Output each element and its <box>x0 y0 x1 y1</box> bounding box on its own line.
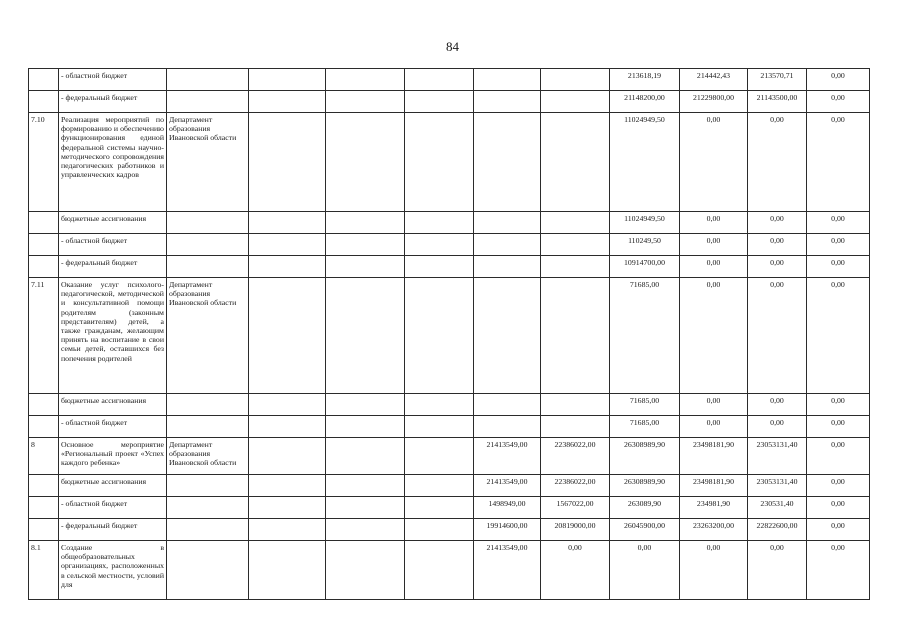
table-row <box>29 497 870 519</box>
cell-v4: 23498181,90 <box>680 438 748 475</box>
cell-name: Основное мероприятие «Региональный проект «Успех каждого ребенка» <box>59 438 167 475</box>
cell-v3: 71685,00 <box>610 416 680 438</box>
cell-v3: 26045900,00 <box>610 519 680 541</box>
cell-executor: Департамент образования Ивановской области <box>167 278 249 394</box>
cell-v6: 0,00 <box>807 519 870 541</box>
empty-cell <box>249 113 326 212</box>
empty-cell <box>249 91 326 113</box>
cell-v4: 214442,43 <box>680 69 748 91</box>
cell-no <box>29 212 59 234</box>
cell-v4: 0,00 <box>680 278 748 394</box>
cell-executor <box>167 394 249 416</box>
cell-name: Оказание услуг психолого-педагогической, методической и консультативной помощи родителям (законным представителям) детей, а также гражданам, желающим принять на воспитание в свои семьи детей, оставшихся без попечения родителей <box>59 278 167 394</box>
empty-cell <box>405 91 474 113</box>
cell-v6: 0,00 <box>807 113 870 212</box>
cell-no: 8.1 <box>29 541 59 600</box>
cell-v2 <box>541 212 610 234</box>
cell-v1 <box>474 256 541 278</box>
cell-no <box>29 91 59 113</box>
cell-name: - областной бюджет <box>59 234 167 256</box>
cell-v3: 71685,00 <box>610 394 680 416</box>
cell-v6: 0,00 <box>807 497 870 519</box>
empty-cell <box>249 541 326 600</box>
cell-v2 <box>541 234 610 256</box>
cell-v5: 0,00 <box>748 113 807 212</box>
empty-cell <box>326 278 405 394</box>
table-row <box>29 278 870 394</box>
cell-v3: 26308989,90 <box>610 475 680 497</box>
cell-v3: 11024949,50 <box>610 212 680 234</box>
cell-v1: 21413549,00 <box>474 541 541 600</box>
cell-name: - областной бюджет <box>59 416 167 438</box>
cell-v6: 0,00 <box>807 475 870 497</box>
empty-cell <box>249 212 326 234</box>
cell-name: - областной бюджет <box>59 69 167 91</box>
cell-v6: 0,00 <box>807 212 870 234</box>
table-row <box>29 519 870 541</box>
cell-v2: 22386022,00 <box>541 438 610 475</box>
cell-v1: 1498949,00 <box>474 497 541 519</box>
cell-v1: 21413549,00 <box>474 438 541 475</box>
table-row <box>29 69 870 91</box>
cell-v3: 110249,50 <box>610 234 680 256</box>
empty-cell <box>326 541 405 600</box>
cell-v6: 0,00 <box>807 256 870 278</box>
cell-v2 <box>541 69 610 91</box>
cell-v4: 0,00 <box>680 113 748 212</box>
cell-name: Создание в общеобразовательных организациях, расположенных в сельской местности, условий для <box>59 541 167 600</box>
cell-v5: 22822600,00 <box>748 519 807 541</box>
empty-cell <box>405 519 474 541</box>
cell-v3: 10914700,00 <box>610 256 680 278</box>
table-row <box>29 541 870 600</box>
empty-cell <box>405 278 474 394</box>
empty-cell <box>249 438 326 475</box>
cell-v3: 71685,00 <box>610 278 680 394</box>
cell-v5: 0,00 <box>748 416 807 438</box>
cell-name: - федеральный бюджет <box>59 91 167 113</box>
empty-cell <box>405 394 474 416</box>
empty-cell <box>326 234 405 256</box>
cell-v1 <box>474 416 541 438</box>
cell-v1 <box>474 69 541 91</box>
cell-v1 <box>474 394 541 416</box>
empty-cell <box>405 212 474 234</box>
cell-name: бюджетные ассигнования <box>59 394 167 416</box>
table-row <box>29 438 870 475</box>
cell-no: 7.10 <box>29 113 59 212</box>
cell-v3: 11024949,50 <box>610 113 680 212</box>
cell-v5: 0,00 <box>748 278 807 394</box>
cell-v5: 0,00 <box>748 394 807 416</box>
cell-v4: 0,00 <box>680 256 748 278</box>
empty-cell <box>405 256 474 278</box>
empty-cell <box>326 69 405 91</box>
table-body <box>29 69 870 600</box>
cell-v4: 0,00 <box>680 541 748 600</box>
cell-v6: 0,00 <box>807 541 870 600</box>
cell-executor <box>167 234 249 256</box>
empty-cell <box>326 497 405 519</box>
cell-v2 <box>541 416 610 438</box>
empty-cell <box>249 278 326 394</box>
cell-v3: 213618,19 <box>610 69 680 91</box>
empty-cell <box>249 69 326 91</box>
cell-no <box>29 519 59 541</box>
cell-v5: 23053131,40 <box>748 475 807 497</box>
cell-v2 <box>541 278 610 394</box>
cell-name: бюджетные ассигнования <box>59 475 167 497</box>
cell-v5: 0,00 <box>748 212 807 234</box>
cell-v6: 0,00 <box>807 278 870 394</box>
cell-v2: 20819000,00 <box>541 519 610 541</box>
empty-cell <box>405 113 474 212</box>
empty-cell <box>249 475 326 497</box>
cell-executor <box>167 541 249 600</box>
cell-v5: 21143500,00 <box>748 91 807 113</box>
cell-v4: 21229800,00 <box>680 91 748 113</box>
empty-cell <box>249 256 326 278</box>
cell-v3: 0,00 <box>610 541 680 600</box>
cell-no <box>29 256 59 278</box>
cell-no <box>29 416 59 438</box>
empty-cell <box>326 212 405 234</box>
empty-cell <box>405 416 474 438</box>
cell-v1: 21413549,00 <box>474 475 541 497</box>
cell-v4: 0,00 <box>680 234 748 256</box>
cell-name: бюджетные ассигнования <box>59 212 167 234</box>
empty-cell <box>249 234 326 256</box>
cell-v2 <box>541 394 610 416</box>
cell-v1 <box>474 212 541 234</box>
cell-v3: 26308989,90 <box>610 438 680 475</box>
cell-v5: 0,00 <box>748 234 807 256</box>
table-row <box>29 234 870 256</box>
cell-v5: 0,00 <box>748 256 807 278</box>
empty-cell <box>326 438 405 475</box>
cell-v1 <box>474 278 541 394</box>
cell-v1 <box>474 113 541 212</box>
empty-cell <box>405 69 474 91</box>
empty-cell <box>405 438 474 475</box>
cell-v6: 0,00 <box>807 438 870 475</box>
empty-cell <box>249 519 326 541</box>
cell-no <box>29 234 59 256</box>
cell-executor <box>167 91 249 113</box>
cell-v1 <box>474 91 541 113</box>
cell-v5: 230531,40 <box>748 497 807 519</box>
page-number: 84 <box>446 39 459 54</box>
cell-no: 7.11 <box>29 278 59 394</box>
cell-name: Реализация мероприятий по формированию и обеспечению функционирования единой федеральной системы научно-методического сопровождения педагогических работников и управленческих кадров <box>59 113 167 212</box>
cell-no: 8 <box>29 438 59 475</box>
cell-name: - федеральный бюджет <box>59 519 167 541</box>
cell-v6: 0,00 <box>807 394 870 416</box>
empty-cell <box>326 475 405 497</box>
cell-v2 <box>541 256 610 278</box>
cell-executor <box>167 416 249 438</box>
cell-v4: 234981,90 <box>680 497 748 519</box>
empty-cell <box>249 394 326 416</box>
cell-v2 <box>541 91 610 113</box>
cell-name: - федеральный бюджет <box>59 256 167 278</box>
empty-cell <box>405 234 474 256</box>
empty-cell <box>405 541 474 600</box>
cell-executor: Департамент образования Ивановской области <box>167 438 249 475</box>
cell-v1: 19914600,00 <box>474 519 541 541</box>
cell-v3: 21148200,00 <box>610 91 680 113</box>
table-row <box>29 91 870 113</box>
cell-v2: 1567022,00 <box>541 497 610 519</box>
cell-v2: 0,00 <box>541 541 610 600</box>
cell-executor <box>167 519 249 541</box>
cell-v5: 213570,71 <box>748 69 807 91</box>
cell-no <box>29 497 59 519</box>
empty-cell <box>326 394 405 416</box>
cell-v2: 22386022,00 <box>541 475 610 497</box>
cell-v6: 0,00 <box>807 91 870 113</box>
cell-v3: 263089,90 <box>610 497 680 519</box>
table-row <box>29 212 870 234</box>
cell-no <box>29 394 59 416</box>
cell-v4: 23263200,00 <box>680 519 748 541</box>
cell-v4: 23498181,90 <box>680 475 748 497</box>
empty-cell <box>326 416 405 438</box>
cell-v1 <box>474 234 541 256</box>
empty-cell <box>405 475 474 497</box>
cell-executor <box>167 256 249 278</box>
cell-name: - областной бюджет <box>59 497 167 519</box>
cell-v4: 0,00 <box>680 394 748 416</box>
cell-v5: 0,00 <box>748 541 807 600</box>
cell-executor <box>167 212 249 234</box>
empty-cell <box>326 113 405 212</box>
budget-table <box>28 68 870 600</box>
cell-executor: Департамент образования Ивановской области <box>167 113 249 212</box>
table-row <box>29 394 870 416</box>
empty-cell <box>249 497 326 519</box>
cell-v4: 0,00 <box>680 416 748 438</box>
empty-cell <box>326 91 405 113</box>
table-row <box>29 475 870 497</box>
empty-cell <box>405 497 474 519</box>
cell-v6: 0,00 <box>807 69 870 91</box>
cell-executor <box>167 69 249 91</box>
empty-cell <box>326 519 405 541</box>
empty-cell <box>249 416 326 438</box>
table-row <box>29 416 870 438</box>
cell-v4: 0,00 <box>680 212 748 234</box>
cell-executor <box>167 497 249 519</box>
cell-no <box>29 475 59 497</box>
cell-v6: 0,00 <box>807 234 870 256</box>
cell-no <box>29 69 59 91</box>
empty-cell <box>326 256 405 278</box>
table-row <box>29 113 870 212</box>
cell-v6: 0,00 <box>807 416 870 438</box>
cell-v2 <box>541 113 610 212</box>
table-row <box>29 256 870 278</box>
cell-v5: 23053131,40 <box>748 438 807 475</box>
cell-executor <box>167 475 249 497</box>
